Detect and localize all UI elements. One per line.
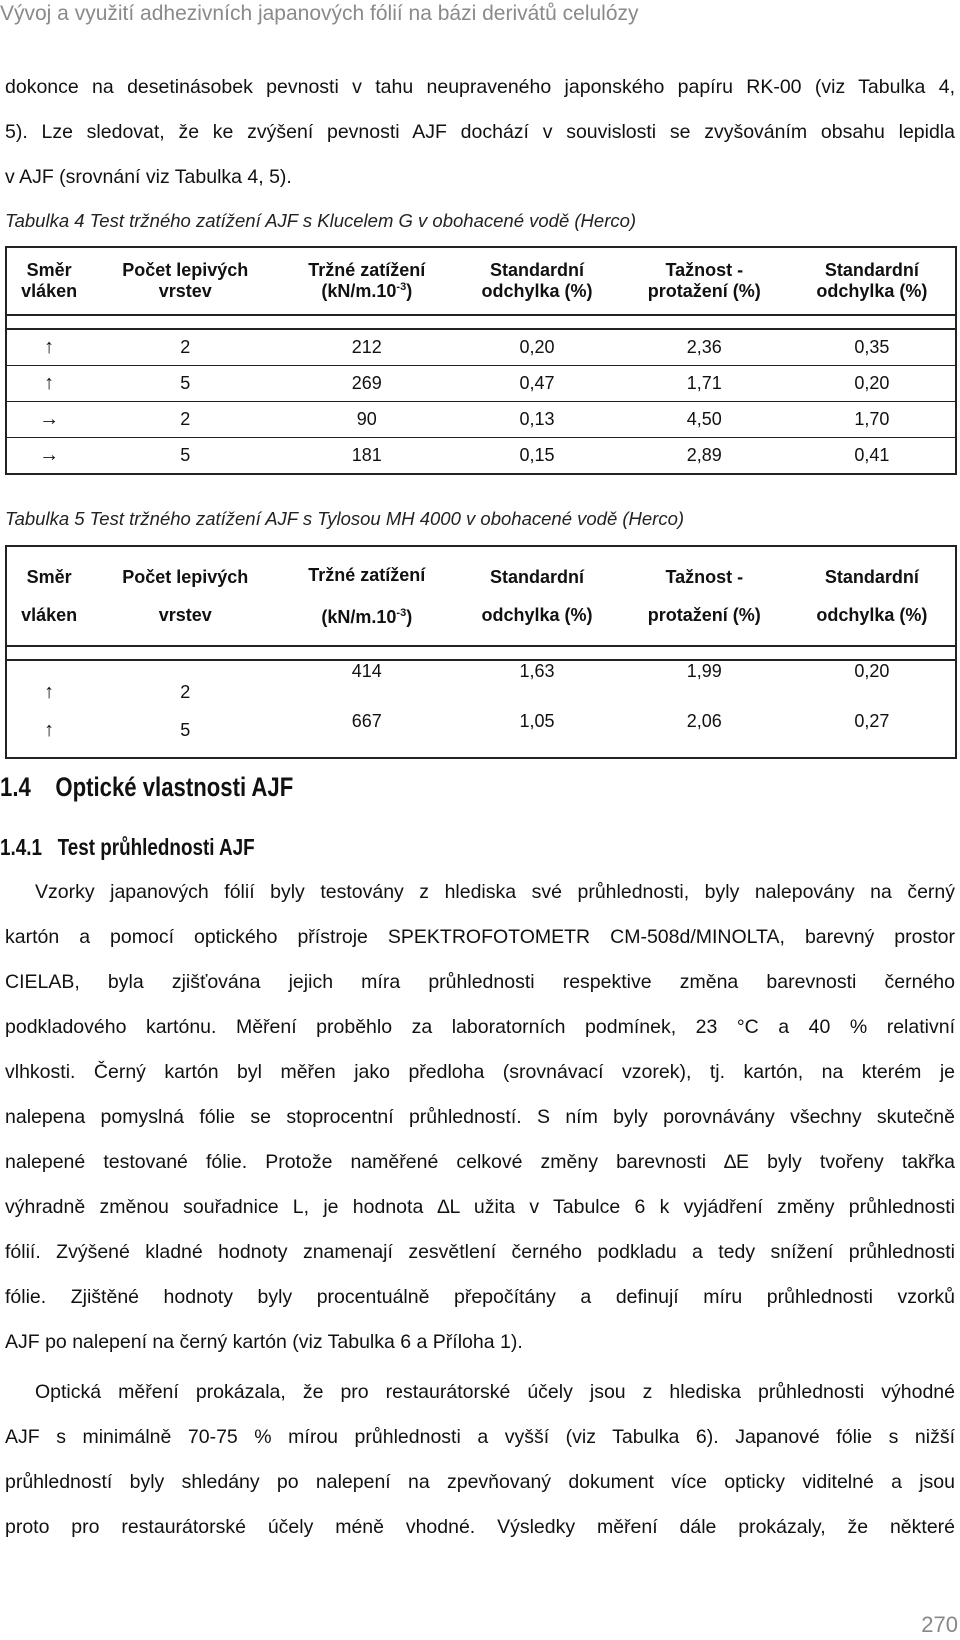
- table4: [5, 246, 957, 475]
- intro-paragraph: [5, 65, 955, 200]
- text-line: nalepena pomyslná fólie se stoprocentní průhledností. S ním byly porovnávány všechny skutečně: [5, 1106, 955, 1128]
- cell: 1,05: [519, 711, 555, 731]
- table4-caption: Tabulka 4 Test tržného zatížení AJF s Klucelem G v obohacené vodě (Herco): [5, 210, 637, 231]
- cell: 212: [279, 329, 454, 366]
- cell: 0,20: [454, 329, 620, 366]
- page-number: 270: [921, 1612, 958, 1637]
- subsection-title: 1.4.1 Test průhlednosti AJF: [0, 834, 255, 860]
- text-line: kartón a pomocí optického přístroje SPEKTROFOTOMETR CM-508d/MINOLTA, barevný prostor: [5, 926, 955, 948]
- cell: 2,36: [620, 329, 789, 366]
- table-row: [6, 660, 956, 711]
- col-header-layers: Počet lepivých vrstev: [91, 247, 279, 315]
- body-paragraph-2: [5, 1370, 955, 1550]
- cell: 2: [91, 402, 279, 438]
- cell: 2: [91, 329, 279, 366]
- text-line: Vzorky japanových fólií byly testovány z hlediska své průhlednosti, byly nalepovány na černý: [35, 881, 955, 903]
- table-row: [6, 329, 956, 366]
- cell: 1,63: [519, 661, 555, 681]
- direction-arrow-icon: ↑: [6, 329, 91, 366]
- cell: 0,13: [454, 402, 620, 438]
- cell: 414: [351, 661, 382, 681]
- text-line: proto pro restaurátorské účely méně vhodné. Výsledky měření dále prokázaly, že některé: [5, 1516, 955, 1538]
- cell: 0,20: [789, 366, 956, 402]
- cell: 0,27: [854, 711, 890, 731]
- table-row: [6, 402, 956, 438]
- col-header-direction: Směr vláken: [6, 247, 91, 315]
- direction-arrow-icon: ↑: [44, 680, 55, 703]
- direction-arrow-icon: ↑: [6, 366, 91, 402]
- text-line: AJF po nalepení na černý kartón (viz Tabulka 6 a Příloha 1).: [5, 1331, 523, 1353]
- cell: 0,47: [454, 366, 620, 402]
- cell: 5: [180, 719, 191, 740]
- cell: 0,41: [789, 438, 956, 475]
- text-line: podkladového kartónu. Měření proběhlo za laboratorních podmínek, 23 °C a 40 % relativní: [5, 1016, 955, 1038]
- cell: 1,99: [686, 661, 722, 681]
- text-line: Optická měření prokázala, že pro restaurátorské účely jsou z hlediska průhlednosti výhodné: [35, 1381, 955, 1403]
- table-row: [6, 366, 956, 402]
- cell: 5: [91, 366, 279, 402]
- cell: 2,89: [620, 438, 789, 475]
- col-header-load: Tržné zatížení $(kN/m.10^{-3})$: [279, 247, 454, 315]
- cell: 2: [180, 681, 191, 702]
- table-row: [6, 438, 956, 475]
- col-header-direction: Směr vláken: [6, 546, 91, 646]
- table5: [5, 545, 957, 759]
- section-title: 1.4 Optické vlastnosti AJF: [0, 772, 294, 802]
- text-line: AJF s minimálně 70-75 % mírou průhlednosti a vyšší (viz Tabulka 6). Japanové fólie s nižší: [5, 1426, 955, 1448]
- cell: 0,15: [454, 438, 620, 475]
- cell: 0,35: [789, 329, 956, 366]
- direction-arrow-icon: ↑: [44, 718, 55, 741]
- table5-caption: Tabulka 5 Test tržného zatížení AJF s Tylosou MH 4000 v obohacené vodě (Herco): [5, 508, 685, 529]
- text-line: CIELAB, byla zjišťována jejich míra průhlednosti respektive změna barevnosti černého: [5, 971, 955, 993]
- text-line: nalepené testované fólie. Protože naměřené celkové změny barevnosti ∆E byly tvořeny takřka: [5, 1151, 955, 1173]
- col-header-sd: Standardní odchylka (%): [789, 546, 956, 646]
- text-line: dokonce na desetinásobek pevnosti v tahu neupraveného japonského papíru RK-00 (viz Tabulka 4,: [5, 76, 955, 98]
- col-header-layers: Počet lepivých vrstev: [91, 546, 279, 646]
- text-line: 5). Lze sledovat, že ke zvýšení pevnosti AJF dochází v souvislosti se zvyšováním obsahu lepidla: [5, 121, 955, 143]
- text-line: výhradně změnou souřadnice L, je hodnota ∆L užita v Tabulce 6 k vyjádření změny průhlednosti: [5, 1196, 955, 1218]
- cell: 0,20: [854, 661, 890, 681]
- cell: 5: [91, 438, 279, 475]
- cell: 181: [279, 438, 454, 475]
- direction-arrow-icon: →: [6, 402, 91, 438]
- col-header-elongation: Tažnost - protažení (%): [620, 247, 789, 315]
- cell: 4,50: [620, 402, 789, 438]
- col-header-sd: Standardní odchylka (%): [789, 247, 956, 315]
- text-line: v AJF (srovnání viz Tabulka 4, 5).: [5, 166, 292, 188]
- col-header-load: Tržné zatížení $(kN/m.10^{-3})$: [279, 546, 454, 646]
- running-header: Vývoj a využití adhezivních japanových fólií na bázi derivátů celulózy: [0, 2, 639, 25]
- text-line: průhledností byly shledány po nalepení na zpevňovaný dokument více opticky viditelné a jsou: [5, 1471, 955, 1493]
- body-paragraph-1: [5, 870, 955, 1365]
- cell: 269: [279, 366, 454, 402]
- cell: 1,71: [620, 366, 789, 402]
- cell: 1,70: [789, 402, 956, 438]
- col-header-sd: Standardní odchylka (%): [454, 247, 620, 315]
- cell: 667: [351, 711, 382, 731]
- col-header-sd: Standardní odchylka (%): [454, 546, 620, 646]
- text-line: fólií. Zvýšené kladné hodnoty znamenají zesvětlení černého podkladu a tedy snížení průhlednosti: [5, 1241, 955, 1263]
- text-line: vlhkosti. Černý kartón byl měřen jako předloha (srovnávací vzorek), tj. kartón, na kterém je: [5, 1061, 955, 1083]
- col-header-elongation: Tažnost - protažení (%): [620, 546, 789, 646]
- cell: 90: [279, 402, 454, 438]
- table-row: [6, 711, 956, 758]
- text-line: fólie. Zjištěné hodnoty byly procentuálně přepočítány a definují míru průhlednosti vzorků: [5, 1286, 955, 1308]
- cell: 2,06: [686, 711, 722, 731]
- direction-arrow-icon: →: [6, 438, 91, 475]
